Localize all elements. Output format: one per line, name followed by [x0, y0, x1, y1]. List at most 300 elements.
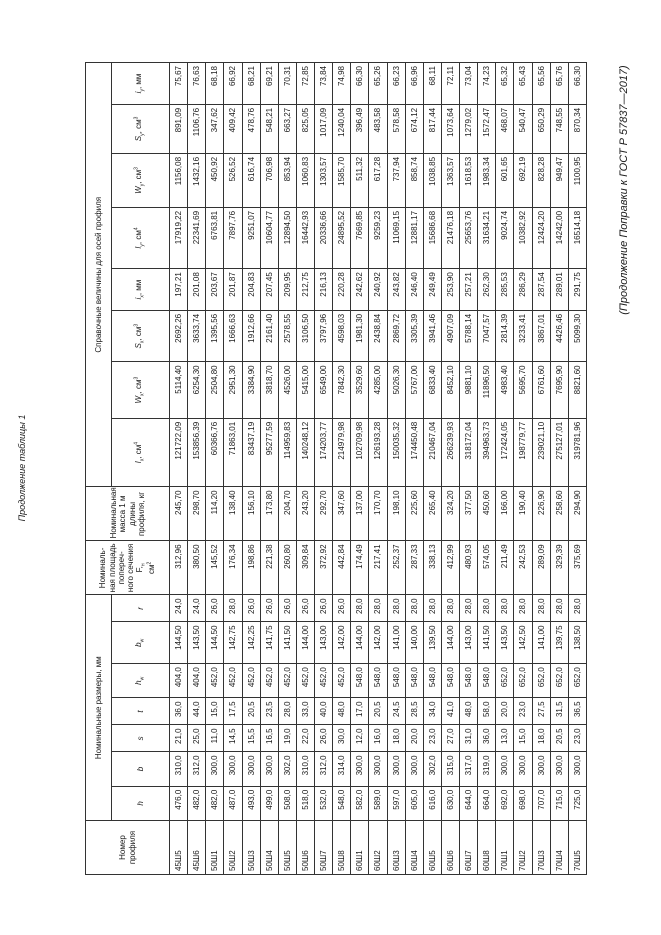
table-cell: 262,30 — [478, 269, 496, 311]
table-cell: 5415,00 — [296, 362, 314, 418]
table-cell: 65,43 — [514, 63, 532, 105]
table-cell: 499,0 — [260, 786, 278, 820]
table-cell: 141,00 — [532, 622, 550, 664]
table-cell: 1363,57 — [441, 153, 459, 207]
table-cell: 317,0 — [460, 752, 478, 786]
table-cell: 286,29 — [514, 269, 532, 311]
table-cell: 260,80 — [278, 541, 296, 595]
table-cell: 394963,73 — [478, 418, 496, 487]
table-cell: 476,0 — [170, 786, 188, 820]
table-cell: 24,5 — [387, 698, 405, 725]
table-cell: 737,94 — [387, 153, 405, 207]
table-cell: 126193,28 — [369, 418, 387, 487]
table-cell: 692,19 — [514, 153, 532, 207]
profile-number-cell: 70Ш4 — [550, 821, 568, 875]
table-cell: 487,0 — [224, 786, 242, 820]
col-area: Номиналь-ная площадь попереч-ного сечения $F,_н$ $см^2$ — [86, 541, 170, 595]
table-cell: 258,60 — [550, 487, 568, 541]
table-cell: 2578,55 — [278, 310, 296, 362]
table-cell: 26,0 — [206, 595, 224, 622]
group-dims: Номинальные размеры, мм — [86, 595, 112, 821]
table-cell: 31,5 — [550, 698, 568, 725]
table-cell: 141,50 — [478, 622, 496, 664]
table-cell: 26,0 — [315, 725, 333, 752]
table-cell: 452,0 — [278, 664, 296, 698]
table-cell: 2814,39 — [496, 310, 514, 362]
col-b: b — [112, 752, 170, 786]
profile-number-cell: 60Ш1 — [351, 821, 369, 875]
table-cell: 532,0 — [315, 786, 333, 820]
table-cell: 312,0 — [315, 752, 333, 786]
table-cell: 20,5 — [550, 725, 568, 752]
table-cell: 300,0 — [568, 752, 586, 786]
table-cell: 265,40 — [423, 487, 441, 541]
table-cell: 289,01 — [550, 269, 568, 311]
table-row — [405, 63, 423, 875]
table-cell: 72,85 — [296, 63, 314, 105]
table-cell: 40,0 — [315, 698, 333, 725]
table-cell: 450,60 — [478, 487, 496, 541]
table-cell: 644,0 — [460, 786, 478, 820]
table-cell: 4598,03 — [333, 310, 351, 362]
table-cell: 3867,01 — [532, 310, 550, 362]
table-cell: 692,0 — [496, 786, 514, 820]
table-cell: 375,69 — [568, 541, 586, 595]
table-cell: 139,75 — [550, 622, 568, 664]
table-cell: 28,0 — [460, 595, 478, 622]
col-profile: Номер профиля — [86, 821, 170, 875]
table-cell: 300,0 — [387, 752, 405, 786]
table-cell: 589,0 — [369, 786, 387, 820]
table-cell: 173,80 — [260, 487, 278, 541]
table-cell: 28,0 — [278, 698, 296, 725]
profile-table — [85, 62, 587, 875]
table-cell: 1981,30 — [351, 310, 369, 362]
table-cell: 217,41 — [369, 541, 387, 595]
table-cell: 19,0 — [278, 725, 296, 752]
profile-number-cell: 70Ш2 — [514, 821, 532, 875]
table-cell: 174203,77 — [315, 418, 333, 487]
table-cell: 23,0 — [514, 698, 532, 725]
profile-number-cell: 45Ш6 — [188, 821, 206, 875]
table-cell: 548,0 — [478, 664, 496, 698]
table-cell: 198779,77 — [514, 418, 532, 487]
table-cell: 748,55 — [550, 104, 568, 153]
col-hw: $h_w$ — [112, 664, 170, 698]
col-Iy: $I_y$, $см^4$ — [112, 207, 170, 268]
table-cell: 60366,76 — [206, 418, 224, 487]
table-cell: 289,09 — [532, 541, 550, 595]
table-row — [514, 63, 532, 875]
table-cell: 302,0 — [278, 752, 296, 786]
table-cell: 5695,70 — [514, 362, 532, 418]
table-cell: 216,13 — [315, 269, 333, 311]
table-cell: 725,0 — [568, 786, 586, 820]
table-cell: 9881,10 — [460, 362, 478, 418]
table-cell: 312,96 — [170, 541, 188, 595]
col-Sy: $S_y$, $см^3$ — [112, 104, 170, 153]
table-cell: 121722,09 — [170, 418, 188, 487]
table-cell: 338,13 — [423, 541, 441, 595]
table-cell: 4907,09 — [441, 310, 459, 362]
table-cell: 12881,17 — [405, 207, 423, 268]
table-cell: 95277,59 — [260, 418, 278, 487]
table-cell: 141,00 — [387, 622, 405, 664]
table-cell: 143,00 — [460, 622, 478, 664]
table-cell: 404,0 — [188, 664, 206, 698]
table-cell: 652,0 — [514, 664, 532, 698]
profile-number-cell: 50Ш5 — [278, 821, 296, 875]
table-cell: 14,5 — [224, 725, 242, 752]
table-row — [441, 63, 459, 875]
table-cell: 300,0 — [224, 752, 242, 786]
table-cell: 2438,84 — [369, 310, 387, 362]
table-cell: 204,70 — [278, 487, 296, 541]
table-cell: 140,00 — [405, 622, 423, 664]
profile-number-cell: 50Ш1 — [206, 821, 224, 875]
table-cell: 12,0 — [351, 725, 369, 752]
table-cell: 16514,18 — [568, 207, 586, 268]
table-cell: 319781,96 — [568, 418, 586, 487]
table-row — [206, 63, 224, 875]
table-cell: 817,44 — [423, 104, 441, 153]
table-cell: 601,65 — [496, 153, 514, 207]
profile-number-cell: 70Ш3 — [532, 821, 550, 875]
table-cell: 257,21 — [460, 269, 478, 311]
table-cell: 66,96 — [405, 63, 423, 105]
profile-number-cell: 50Ш6 — [296, 821, 314, 875]
table-cell: 166,00 — [496, 487, 514, 541]
table-cell: 7047,57 — [478, 310, 496, 362]
table-body — [170, 63, 587, 875]
table-cell: 28,0 — [478, 595, 496, 622]
table-cell: 526,52 — [224, 153, 242, 207]
table-cell: 482,0 — [206, 786, 224, 820]
table-cell: 66,30 — [568, 63, 586, 105]
table-cell: 174450,48 — [405, 418, 423, 487]
table-cell: 143,00 — [315, 622, 333, 664]
table-cell: 548,0 — [369, 664, 387, 698]
table-cell: 22,0 — [296, 725, 314, 752]
table-cell: 582,0 — [351, 786, 369, 820]
table-cell: 226,90 — [532, 487, 550, 541]
table-cell: 5114,40 — [170, 362, 188, 418]
table-row — [242, 63, 260, 875]
table-cell: 28,0 — [532, 595, 550, 622]
table-cell: 2692,26 — [170, 310, 188, 362]
table-cell: 23,5 — [260, 698, 278, 725]
table-cell: 30,0 — [333, 725, 351, 752]
table-cell: 858,74 — [405, 153, 423, 207]
table-cell: 210467,04 — [423, 418, 441, 487]
profile-number-cell: 70Ш5 — [568, 821, 586, 875]
table-cell: 324,20 — [441, 487, 459, 541]
table-cell: 652,0 — [496, 664, 514, 698]
table-cell: 176,34 — [224, 541, 242, 595]
table-cell: 26,0 — [278, 595, 296, 622]
table-cell: 285,53 — [496, 269, 514, 311]
table-cell: 310,0 — [170, 752, 188, 786]
table-cell: 452,0 — [260, 664, 278, 698]
table-cell: 66,23 — [387, 63, 405, 105]
table-cell: 170,70 — [369, 487, 387, 541]
table-cell: 23,0 — [568, 725, 586, 752]
table-cell: 14242,00 — [550, 207, 568, 268]
table-row — [423, 63, 441, 875]
table-cell: 242,53 — [514, 541, 532, 595]
table-cell: 69,21 — [260, 63, 278, 105]
col-s: s — [112, 725, 170, 752]
table-cell: 246,40 — [405, 269, 423, 311]
table-cell: 2161,40 — [260, 310, 278, 362]
table-cell: 480,93 — [460, 541, 478, 595]
table-cell: 21,0 — [170, 725, 188, 752]
table-cell: 468,07 — [496, 104, 514, 153]
table-row — [296, 63, 314, 875]
profile-number-cell: 70Ш1 — [496, 821, 514, 875]
table-cell: 518,0 — [296, 786, 314, 820]
table-cell: 578,58 — [387, 104, 405, 153]
table-row — [260, 63, 278, 875]
table-cell: 18,0 — [532, 725, 550, 752]
table-row — [460, 63, 478, 875]
table-cell: 28,5 — [405, 698, 423, 725]
table-cell: 2869,72 — [387, 310, 405, 362]
table-cell: 73,84 — [315, 63, 333, 105]
table-cell: 6254,30 — [188, 362, 206, 418]
table-cell: 23,0 — [423, 725, 441, 752]
table-cell: 548,0 — [441, 664, 459, 698]
profile-number-cell: 50Ш2 — [224, 821, 242, 875]
table-cell: 25653,76 — [460, 207, 478, 268]
table-row — [315, 63, 333, 875]
table-cell: 20,0 — [496, 698, 514, 725]
table-cell: 3529,60 — [351, 362, 369, 418]
table-cell: 300,0 — [369, 752, 387, 786]
table-cell: 239021,10 — [532, 418, 550, 487]
table-cell: 3633,74 — [188, 310, 206, 362]
table-cell: 652,0 — [550, 664, 568, 698]
table-cell: 143,50 — [188, 622, 206, 664]
table-cell: 1279,02 — [460, 104, 478, 153]
table-cell: 20,0 — [405, 725, 423, 752]
table-cell: 65,56 — [532, 63, 550, 105]
table-cell: 5767,00 — [405, 362, 423, 418]
table-cell: 1983,34 — [478, 153, 496, 207]
table-cell: 240,92 — [369, 269, 387, 311]
table-cell: 198,10 — [387, 487, 405, 541]
table-row — [369, 63, 387, 875]
table-cell: 153856,39 — [188, 418, 206, 487]
table-cell: 65,76 — [550, 63, 568, 105]
table-cell: 300,0 — [405, 752, 423, 786]
table-cell: 548,0 — [423, 664, 441, 698]
group-ref: Справочные величины для осей профиля — [86, 63, 112, 487]
table-cell: 17,0 — [351, 698, 369, 725]
table-cell: 674,12 — [405, 104, 423, 153]
table-cell: 75,67 — [170, 63, 188, 105]
table-cell: 34,0 — [423, 698, 441, 725]
running-header: (Продолжение Поправки к ГОСТ Р 57837—2017) — [618, 65, 630, 315]
table-cell: 15686,68 — [423, 207, 441, 268]
table-cell: 7842,30 — [333, 362, 351, 418]
table-row — [496, 63, 514, 875]
table-cell: 66,92 — [224, 63, 242, 105]
table-cell: 190,40 — [514, 487, 532, 541]
table-cell: 300,0 — [496, 752, 514, 786]
table-cell: 616,0 — [423, 786, 441, 820]
table-cell: 314,0 — [333, 752, 351, 786]
table-cell: 10382,92 — [514, 207, 532, 268]
table-cell: 114959,83 — [278, 418, 296, 487]
table-cell: 1073,64 — [441, 104, 459, 153]
table-row — [387, 63, 405, 875]
table-cell: 142,00 — [333, 622, 351, 664]
table-cell: 18,0 — [387, 725, 405, 752]
table-cell: 3384,90 — [242, 362, 260, 418]
table-cell: 114,20 — [206, 487, 224, 541]
table-cell: 302,0 — [423, 752, 441, 786]
table-cell: 548,0 — [333, 786, 351, 820]
table-cell: 15,0 — [206, 698, 224, 725]
table-cell: 1100,95 — [568, 153, 586, 207]
table-cell: 68,18 — [206, 63, 224, 105]
table-cell: 2504,80 — [206, 362, 224, 418]
table-cell: 4526,00 — [278, 362, 296, 418]
table-row — [170, 63, 188, 875]
table-cell: 1618,53 — [460, 153, 478, 207]
table-cell: 253,90 — [441, 269, 459, 311]
table-cell: 11,0 — [206, 725, 224, 752]
table-cell: 10604,77 — [260, 207, 278, 268]
table-cell: 706,98 — [260, 153, 278, 207]
table-cell: 7897,76 — [224, 207, 242, 268]
table-cell: 220,28 — [333, 269, 351, 311]
table-cell: 252,37 — [387, 541, 405, 595]
table-cell: 312,0 — [188, 752, 206, 786]
col-Wy: $W_y$, $см^3$ — [112, 153, 170, 207]
table-row — [532, 63, 550, 875]
table-cell: 3305,39 — [405, 310, 423, 362]
table-cell: 26,0 — [260, 595, 278, 622]
profile-number-cell: 60Ш4 — [405, 821, 423, 875]
table-cell: 201,08 — [188, 269, 206, 311]
table-cell: 1432,16 — [188, 153, 206, 207]
table-cell: 663,27 — [278, 104, 296, 153]
table-cell: 652,0 — [568, 664, 586, 698]
table-cell: 142,00 — [369, 622, 387, 664]
table-cell: 74,23 — [478, 63, 496, 105]
table-cell: 207,45 — [260, 269, 278, 311]
table-cell: 12424,20 — [532, 207, 550, 268]
table-cell: 201,87 — [224, 269, 242, 311]
table-cell: 493,0 — [242, 786, 260, 820]
table-cell: 309,84 — [296, 541, 314, 595]
table-cell: 1038,85 — [423, 153, 441, 207]
table-cell: 58,0 — [478, 698, 496, 725]
table-cell: 31,0 — [460, 725, 478, 752]
table-region — [85, 62, 587, 875]
table-cell: 508,0 — [278, 786, 296, 820]
table-cell: 870,34 — [568, 104, 586, 153]
table-cell: 27,5 — [532, 698, 550, 725]
table-cell: 300,0 — [351, 752, 369, 786]
col-r: r — [112, 595, 170, 622]
table-cell: 145,52 — [206, 541, 224, 595]
col-ix: $i_x$, мм — [112, 269, 170, 311]
table-cell: 249,49 — [423, 269, 441, 311]
table-cell: 891,09 — [170, 104, 188, 153]
table-cell: 11069,15 — [387, 207, 405, 268]
table-cell: 17919,22 — [170, 207, 188, 268]
table-cell: 540,47 — [514, 104, 532, 153]
table-cell: 198,86 — [242, 541, 260, 595]
table-cell: 74,98 — [333, 63, 351, 105]
table-cell: 33,0 — [296, 698, 314, 725]
table-cell: 452,0 — [333, 664, 351, 698]
table-cell: 7669,85 — [351, 207, 369, 268]
table-cell: 11896,50 — [478, 362, 496, 418]
table-cell: 9024,74 — [496, 207, 514, 268]
table-cell: 412,99 — [441, 541, 459, 595]
col-Wx: $W_x$, $см^3$ — [112, 362, 170, 418]
table-cell: 452,0 — [315, 664, 333, 698]
table-cell: 68,21 — [242, 63, 260, 105]
table-row — [550, 63, 568, 875]
rotated-table-container — [85, 62, 587, 875]
table-cell: 949,47 — [550, 153, 568, 207]
table-cell: 372,92 — [315, 541, 333, 595]
table-cell: 102709,98 — [351, 418, 369, 487]
table-cell: 650,29 — [532, 104, 550, 153]
profile-number-cell: 60Ш6 — [441, 821, 459, 875]
table-cell: 300,0 — [514, 752, 532, 786]
table-cell: 318172,04 — [460, 418, 478, 487]
table-cell: 574,05 — [478, 541, 496, 595]
table-cell: 442,84 — [333, 541, 351, 595]
table-cell: 548,0 — [351, 664, 369, 698]
table-cell: 65,26 — [369, 63, 387, 105]
col-mass: Номинальная масса 1 м длины профиля, кг — [86, 487, 170, 541]
table-cell: 209,95 — [278, 269, 296, 311]
table-cell: 72,11 — [441, 63, 459, 105]
table-cell: 452,0 — [242, 664, 260, 698]
table-cell: 347,62 — [206, 104, 224, 153]
table-cell: 144,00 — [351, 622, 369, 664]
table-cell: 1060,83 — [296, 153, 314, 207]
table-cell: 26,0 — [242, 595, 260, 622]
table-cell: 12894,50 — [278, 207, 296, 268]
table-cell: 70,31 — [278, 63, 296, 105]
table-cell: 28,0 — [514, 595, 532, 622]
table-cell: 1572,47 — [478, 104, 496, 153]
table-cell: 16442,93 — [296, 207, 314, 268]
table-cell: 6761,60 — [532, 362, 550, 418]
table-cell: 76,63 — [188, 63, 206, 105]
table-cell: 142,75 — [224, 622, 242, 664]
table-cell: 664,0 — [478, 786, 496, 820]
table-cell: 1666,63 — [224, 310, 242, 362]
table-row — [224, 63, 242, 875]
table-cell: 144,00 — [441, 622, 459, 664]
table-cell: 28,0 — [550, 595, 568, 622]
table-cell: 698,0 — [514, 786, 532, 820]
table-cell: 548,0 — [460, 664, 478, 698]
table-cell: 36,0 — [170, 698, 188, 725]
table-cell: 212,75 — [296, 269, 314, 311]
table-cell: 44,0 — [188, 698, 206, 725]
table-row — [333, 63, 351, 875]
